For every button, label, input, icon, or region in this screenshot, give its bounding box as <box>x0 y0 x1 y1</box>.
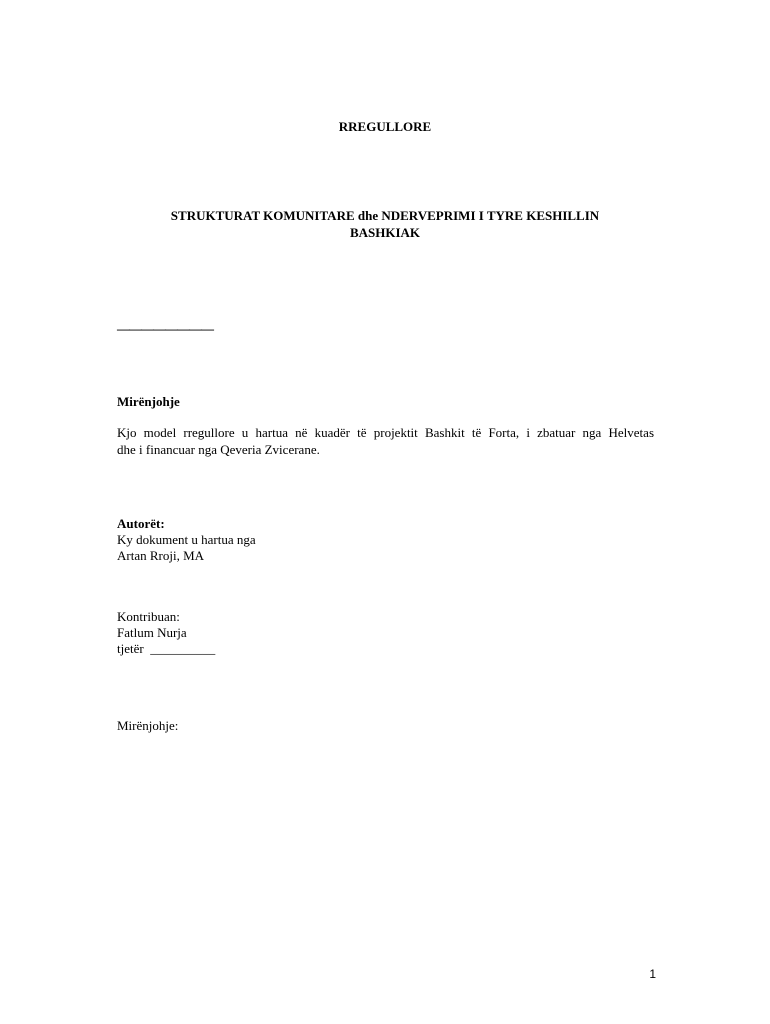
authors-line-1: Ky dokument u hartua nga <box>117 532 256 547</box>
subtitle-line-2: BASHKIAK <box>349 225 421 240</box>
page-number: 1 <box>649 967 656 981</box>
contributors-block <box>117 609 215 657</box>
acknowledgement-label: Mirënjohje: <box>117 718 179 733</box>
document-title: RREGULLORE <box>338 119 432 134</box>
acknowledgement-line-1: Kjo model rregullore u hartua në kuadër të projektit Bashkit të Forta, i zbatuar nga Helvetas <box>117 425 654 440</box>
authors-heading: Autorët: <box>117 516 165 531</box>
authors-block <box>117 516 256 564</box>
contributors-line-2: tjetër __________ <box>117 641 216 656</box>
contributors-heading: Kontribuan: <box>117 609 180 624</box>
authors-line-2: Artan Rroji, MA <box>117 548 205 563</box>
separator-rule: ———————— <box>117 321 213 336</box>
document-subtitle <box>140 207 630 241</box>
contributors-line-1: Fatlum Nurja <box>117 625 187 640</box>
acknowledgement-line-2: dhe i financuar nga Qeveria Zvicerane. <box>117 442 320 457</box>
acknowledgement-paragraph <box>117 424 654 458</box>
subtitle-line-1: STRUKTURAT KOMUNITARE dhe NDERVEPRIMI I TYRE KESHILLIN <box>170 208 600 223</box>
acknowledgement-heading: Mirënjohje <box>117 394 180 409</box>
